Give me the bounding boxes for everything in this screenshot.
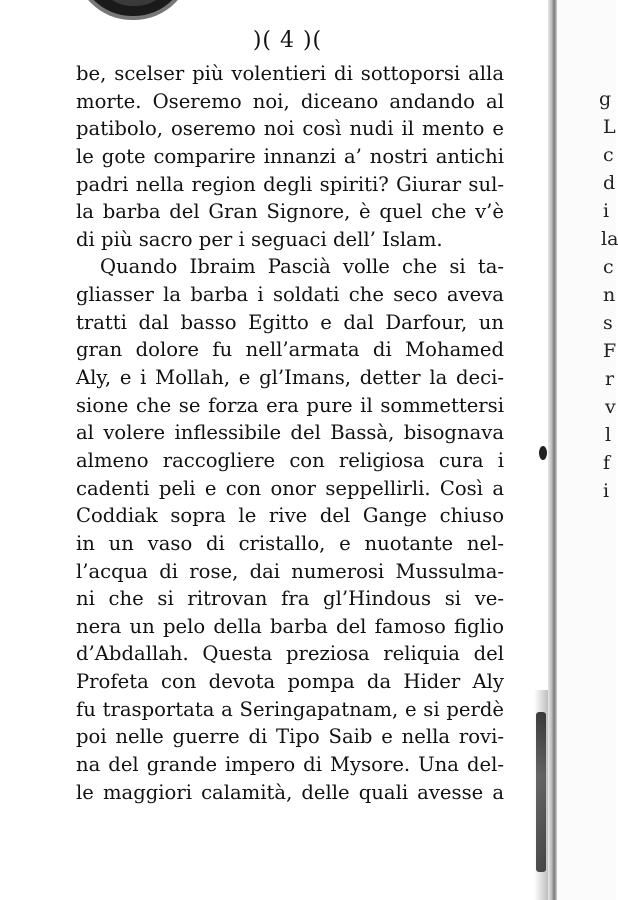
text-line: Aly, e i Mollah, e gl’Imans, detter la deci- [76, 366, 504, 390]
text-line: in un vaso di cristallo, e nuotante nel- [76, 531, 504, 555]
text-line: morte. Oseremo noi, diceano andando al [76, 89, 504, 113]
text-line: patibolo, oseremo noi così nudi il mento e [76, 117, 504, 141]
text-line: sione che se forza era pure il sommettersi [76, 393, 504, 417]
adjacent-page-char: i [603, 480, 610, 502]
text-line: le maggiori calamità, delle quali avesse a [76, 780, 504, 804]
text-line: padri nella region degli spiriti? Giurar sul- [76, 172, 504, 196]
body-text [76, 60, 504, 806]
adjacent-page-char: g [599, 88, 612, 110]
book-gutter [548, 0, 557, 900]
text-line: gran dolore fu nell’armata di Mohamed [76, 338, 504, 362]
text-line: Profeta con devota pompa da Hider Aly [76, 670, 504, 694]
adjacent-page-char: c [603, 256, 614, 278]
text-line: Coddiak sopra le rive del Gange chiuso [76, 504, 504, 528]
adjacent-page-char: L [603, 116, 616, 138]
text-line: na del grande impero di Mysore. Una del- [76, 753, 504, 777]
text-line: fu trasportata a Seringapatnam, e si perdè [76, 697, 504, 721]
adjacent-page-char: f [603, 452, 611, 474]
text-line: tratti dal basso Egitto e dal Darfour, un [76, 310, 504, 334]
text-line: di più sacro per i seguaci dell’ Islam. [76, 227, 443, 251]
adjacent-page-char: F [603, 340, 617, 362]
text-line: nera un pelo della barba del famoso figlio [76, 614, 504, 638]
text-line: cadenti peli e con onor seppellirli. Così a [76, 476, 504, 500]
adjacent-page [557, 0, 616, 900]
text-line: almeno raccogliere con religiosa cura i [76, 448, 504, 472]
text-line: ni che si ritrovan fra gl’Hindous si ve- [76, 587, 504, 611]
text-line: la barba del Gran Signore, è quel che v’è [76, 200, 504, 224]
adjacent-page-char: la [601, 228, 618, 250]
binding-mark [536, 712, 546, 872]
paragraph-start: Quando Ibraim Pascià volle che si ta- [100, 255, 504, 279]
text-line: al volere inflessibile del Bassà, bisognava [76, 421, 504, 445]
text-line: d’Abdallah. Questa preziosa reliquia del [76, 642, 504, 666]
adjacent-page-char: l [605, 424, 612, 446]
text-line: be, scelser più volentieri di sottoporsi alla [76, 62, 504, 85]
ink-spot [539, 446, 547, 460]
text-line: poi nelle guerre di Tipo Saib e nella rovi- [76, 725, 504, 749]
text-line: l’acqua di rose, dai numerosi Mussulma- [76, 559, 504, 583]
page-number: )( 4 )( [252, 28, 323, 53]
adjacent-page-char: r [605, 368, 615, 390]
adjacent-page-char: d [603, 172, 616, 194]
adjacent-page-char: n [603, 284, 616, 306]
text-line: gliasser la barba i soldati che seco aveva [76, 283, 504, 307]
adjacent-page-char: s [603, 312, 613, 334]
text-line: le gote comparire innanzi a’ nostri antichi [76, 144, 504, 168]
adjacent-page-char: c [603, 144, 614, 166]
adjacent-page-char: v [605, 396, 616, 418]
adjacent-page-char: i [603, 200, 610, 222]
